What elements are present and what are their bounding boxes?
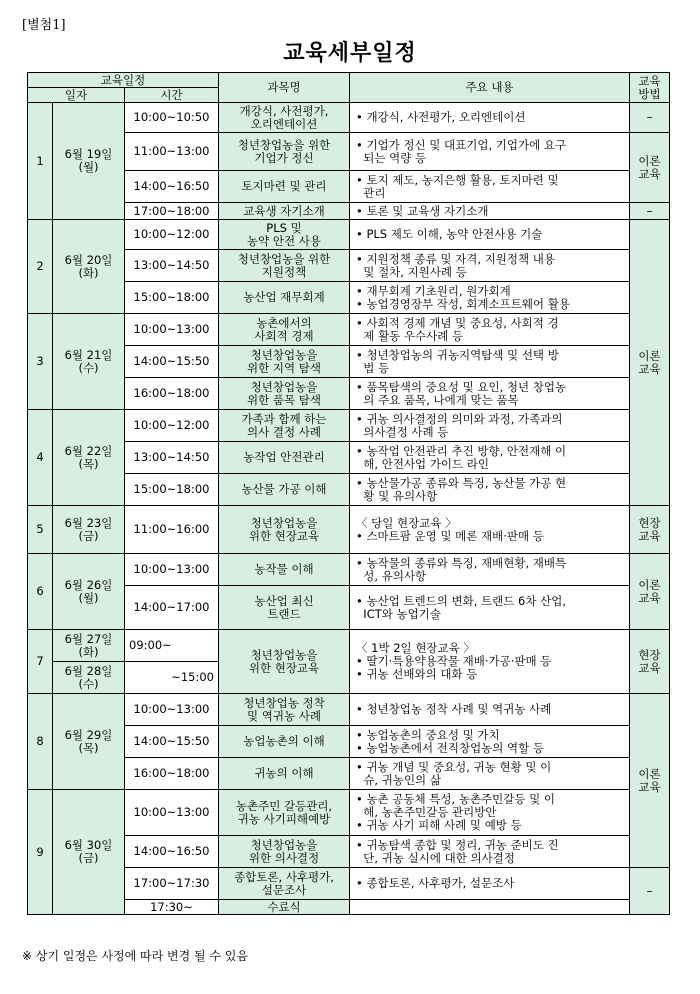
content-line: 성, 유의사항 [356,568,427,583]
content-line: • 청년창업농의 귀농지역탐색 및 선택 방 [356,347,559,362]
method-cell: – [630,103,670,133]
content-line: • 재무회계 기초원리, 원가회계 [356,283,511,298]
session-time: 15:00~18:00 [125,474,219,506]
session-content [350,133,630,171]
session-time: 10:00~13:00 [125,314,219,346]
method-cell: – [630,203,670,220]
session-subject: 교육생 자기소개 [219,203,350,220]
session-subject: 청년창업농을 위한 기업가 정신 [219,133,350,171]
day-number: 5 [28,506,53,554]
session-subject: 종합토론, 사후평가, 설문조사 [219,868,350,900]
session-content [350,900,630,915]
table-row [28,171,670,203]
day-date: 6월 20일 (화) [53,220,125,314]
session-time: 10:00~13:00 [125,790,219,836]
content-line: 되는 역량 등 [356,150,427,165]
session-subject: 청년창업농을 위한 품목 탐색 [219,378,350,410]
session-content [350,758,630,790]
session-subject: 농작업 안전관리 [219,442,350,474]
table-row [28,282,670,314]
header-day: 일자 [28,88,125,103]
session-time: 14:00~15:50 [125,346,219,378]
session-subject: 청년창업농을 위한 지원정책 [219,250,350,282]
session-subject: 농작물 이해 [219,554,350,586]
content-line: • 농업농촌에서 전직창업농의 역할 등 [356,740,545,755]
session-content [350,868,630,900]
session-content [350,314,630,346]
content-line: • 종합토론, 사후평가, 설문조사 [356,876,515,890]
content-line: • 농산업 트렌드의 변화, 트랜드 6차 산업, [356,593,566,608]
session-content [350,203,630,220]
session-content [350,630,630,694]
content-line: 관리 [356,185,386,200]
content-line: • 토론 및 교육생 자기소개 [356,203,489,218]
session-time: 09:00~ [125,630,219,662]
session-subject: 농업농촌의 이해 [219,726,350,758]
session-content [350,554,630,586]
table-row [28,836,670,868]
session-subject: 청년창업농을 위한 지역 탐색 [219,346,350,378]
table-row [28,694,670,726]
session-time: 10:00~13:00 [125,554,219,586]
content-line: • 스마트팜 운영 및 메론 재배·판매 등 [356,528,544,543]
content-line: • 청년창업농 정착 사례 및 역귀농 사례 [356,702,552,716]
session-time: 11:00~16:00 [125,506,219,554]
content-line: • 귀농 사기 피해 사례 및 예방 등 [356,818,522,832]
content-line: 의 주요 품목, 나에게 맞는 품목 [356,392,519,407]
table-row [28,410,670,442]
session-subject: 토지마련 및 관리 [219,171,350,203]
table-row [28,900,670,915]
content-line: • 귀농탐색 종합 및 정리, 귀농 준비도 진 [356,837,559,852]
content-line: • 딸기·특용약용작물 재배·가공·판매 등 [356,654,552,668]
day-date: 6월 27일 (화) [53,630,125,662]
method-cell: 이론 교육 [630,133,670,203]
content-line: • 농작업 안전관리 추진 방향, 안전재해 이 [356,443,567,458]
session-subject: 청년창업농을 위한 현장교육 [219,630,350,694]
session-time: 13:00~14:50 [125,250,219,282]
session-subject: 가족과 함께 하는 의사 결정 사례 [219,410,350,442]
session-content [350,474,630,506]
table-row [28,868,670,900]
day-date: 6월 28일 (수) [53,662,125,694]
session-time: 14:00~15:50 [125,726,219,758]
session-time: 15:00~18:00 [125,282,219,314]
session-content [350,378,630,410]
session-content [350,726,630,758]
session-subject: PLS 및 농약 안전 사용 [219,220,350,250]
session-time: 11:00~13:00 [125,133,219,171]
day-date: 6월 22일 (목) [53,410,125,506]
session-subject: 농촌주민 갈등관리, 귀농 사기피해예방 [219,790,350,836]
day-number: 9 [28,790,53,915]
content-line: • 귀농 의사결정의 의미와 과정, 가족과의 [356,411,563,426]
table-row [28,630,670,662]
content-line: 〈 1박 2일 현장교육 〉 [356,641,475,655]
header-content: 주요 내용 [350,73,630,103]
session-content [350,410,630,442]
day-date: 6월 21일 (수) [53,314,125,410]
session-subject: 농촌에서의 사회적 경제 [219,314,350,346]
day-date: 6월 23일 (금) [53,506,125,554]
table-row [28,133,670,171]
header-subject: 과목명 [219,73,350,103]
content-line: • 품목탐색의 중요성 및 요인, 청년 창업농 [356,379,567,394]
day-date: 6월 30일 (금) [53,790,125,915]
header-method: 교육 방법 [630,73,670,103]
day-number: 3 [28,314,53,410]
session-time: 10:00~13:00 [125,694,219,726]
method-cell: 이론 교육 [630,694,670,868]
session-content [350,250,630,282]
session-time: 16:00~18:00 [125,758,219,790]
day-number: 6 [28,554,53,630]
table-row [28,586,670,630]
table-row [28,203,670,220]
method-cell: 현장 교육 [630,630,670,694]
content-line: 및 절차, 지원사례 등 [356,264,467,279]
session-content [350,171,630,203]
session-time: 14:00~16:50 [125,836,219,868]
session-subject: 청년창업농 정착 및 역귀농 사례 [219,694,350,726]
content-line: • 귀농 선배와의 대화 등 [356,667,478,681]
table-row [28,103,670,133]
session-time: 10:00~12:00 [125,220,219,250]
session-subject: 청년창업농을 위한 의사결정 [219,836,350,868]
session-time: 16:00~18:00 [125,378,219,410]
table-row [28,790,670,836]
content-line: • 농업농촌의 중요성 및 가치 [356,727,500,742]
day-number: 4 [28,410,53,506]
table-row [28,378,670,410]
session-subject: 농산물 가공 이해 [219,474,350,506]
session-time: ~15:00 [125,662,219,694]
header-schedule: 교육일정 [28,73,219,88]
content-line: 〈 당일 현장교육 〉 [356,515,457,530]
table-row [28,346,670,378]
session-subject: 청년창업농을 위한 현장교육 [219,506,350,554]
session-time: 17:30~ [125,900,219,915]
content-line: 황 및 유의사항 [356,488,438,503]
session-time: 14:00~16:50 [125,171,219,203]
session-subject: 개강식, 사전평가, 오리엔테이션 [219,103,350,133]
day-date: 6월 19일 (월) [53,103,125,220]
session-subject: 수료식 [219,900,350,915]
schedule-table [27,72,670,915]
table-row [28,474,670,506]
session-content [350,442,630,474]
table-row [28,726,670,758]
footnote: ※ 상기 일정은 사정에 따라 변경 될 수 있음 [22,949,249,963]
day-number: 7 [28,630,53,694]
content-line: 의사결정 사례 등 [356,424,449,439]
content-line: • 기업가 정신 및 대표기업, 기업가에 요구 [356,137,567,152]
content-line: • 농산물가공 종류와 특징, 농산물 가공 현 [356,475,567,490]
session-time: 10:00~10:50 [125,103,219,133]
day-number: 8 [28,694,53,790]
day-date: 6월 29일 (목) [53,694,125,790]
method-cell: – [630,868,670,915]
content-line: 해, 안전사업 가이드 라인 [356,456,490,471]
session-content [350,836,630,868]
content-line: • 사회적 경제 개념 및 중요성, 사회적 경 [356,315,559,330]
session-content [350,103,630,133]
day-number: 1 [28,103,53,220]
method-cell: 이론 교육 [630,554,670,630]
content-line: • 지원정책 종류 및 자격, 지원정책 내용 [356,251,556,266]
session-subject: 농산업 재무회계 [219,282,350,314]
session-time: 17:00~18:00 [125,203,219,220]
page-title: 교육세부일정 [283,41,417,66]
session-time: 10:00~12:00 [125,410,219,442]
session-content [350,282,630,314]
table-row [28,758,670,790]
content-line: • 토지 제도, 농지은행 활용, 토지마련 및 [356,172,559,187]
table-row [28,220,670,250]
content-line: • 개강식, 사전평가, 오리엔테이션 [356,110,526,124]
session-content [350,790,630,836]
content-line: • 농작물의 종류와 특징, 재배현황, 재배특 [356,555,567,570]
header-time: 시간 [125,88,219,103]
attachment-label: [별첨1] [22,18,66,33]
session-content [350,220,630,250]
table-row [28,250,670,282]
session-time: 14:00~17:00 [125,586,219,630]
content-line: • 농촌 공동체 특성, 농촌주민갈등 및 이 [356,792,556,806]
table-row [28,554,670,586]
day-date: 6월 26일 (월) [53,554,125,630]
content-line: 해, 농촌주민갈등 관리방안 [356,805,497,819]
content-line: 단, 귀농 실시에 대한 의사결정 [356,850,515,865]
content-line: 제 활동 우수사례 등 [356,328,464,343]
session-content [350,346,630,378]
content-line: • PLS 제도 이해, 농약 안전사용 기술 [356,227,543,241]
content-line: 슈, 귀농인의 삶 [356,772,441,787]
table-row [28,314,670,346]
content-line: 법 등 [356,360,390,375]
content-line: • 귀농 개념 및 중요성, 귀농 현황 및 이 [356,759,552,774]
session-content [350,586,630,630]
table-row [28,442,670,474]
session-content [350,506,630,554]
session-time: 17:00~17:30 [125,868,219,900]
table-row [28,506,670,554]
session-subject: 농산업 최신 트랜드 [219,586,350,630]
method-cell: 현장 교육 [630,506,670,554]
session-subject: 귀농의 이해 [219,758,350,790]
day-number: 2 [28,220,53,314]
session-content [350,694,630,726]
content-line: ICT와 농업기술 [356,606,441,621]
content-line: • 농업경영장부 작성, 회계소프트웨어 활용 [356,296,570,311]
session-time: 13:00~14:50 [125,442,219,474]
method-cell: 이론 교육 [630,220,670,506]
